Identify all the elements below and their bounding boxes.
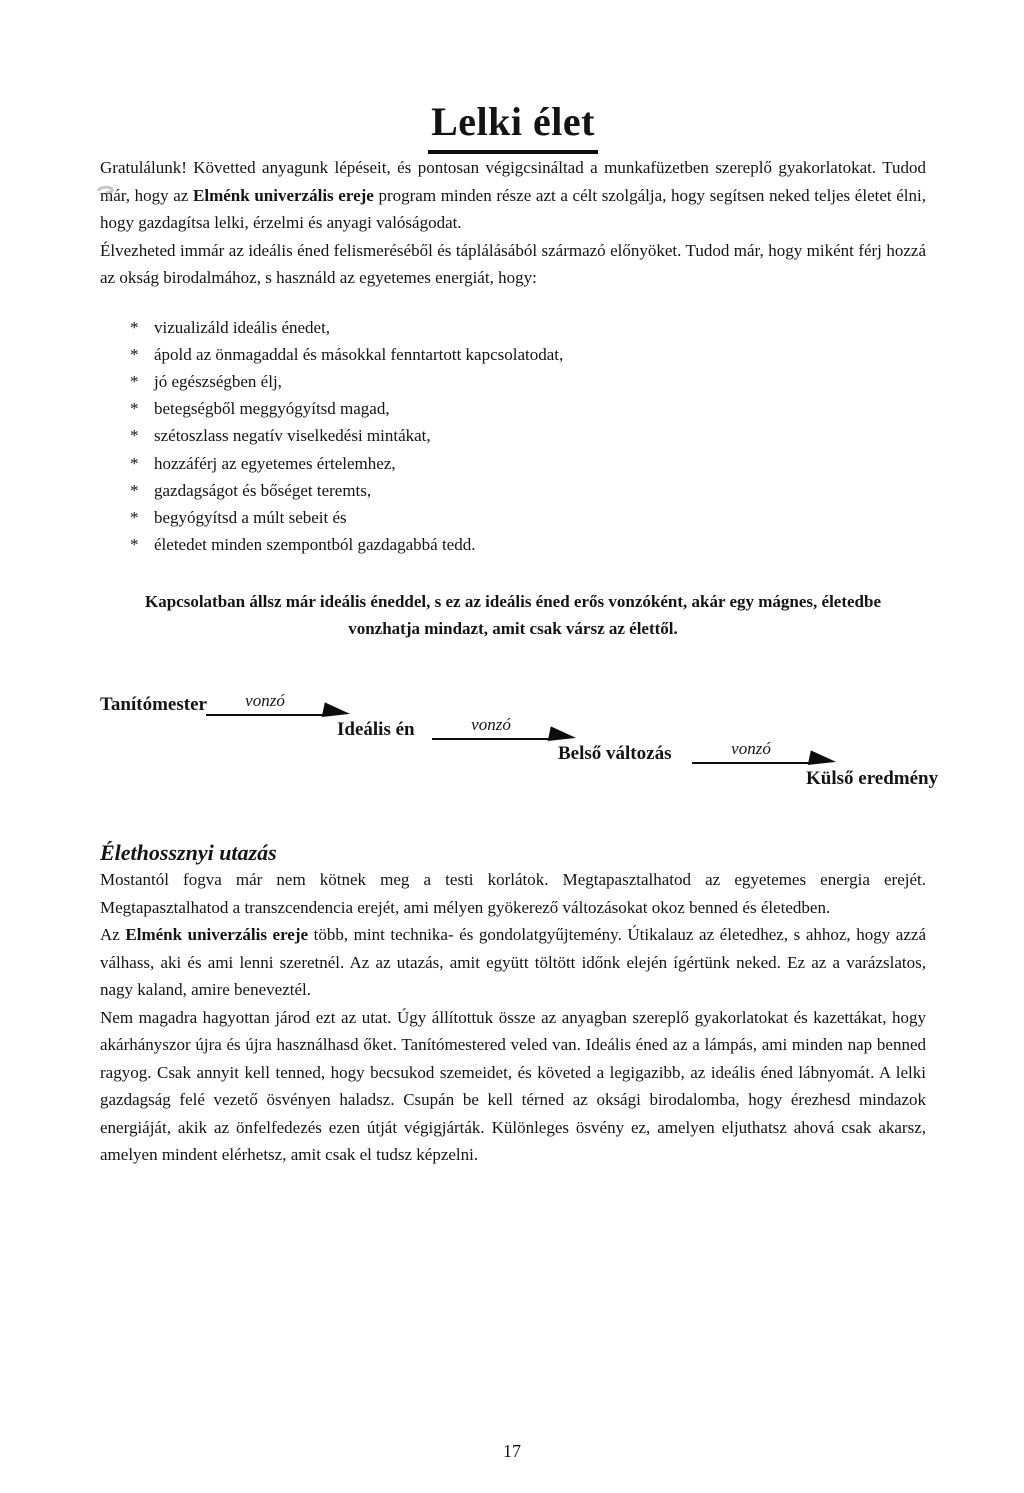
vonzo-arrow [206,692,324,726]
list-item-label: vizualizáld ideális énedet, [154,317,331,337]
diagram-node-idealis-en: Ideális én [337,719,415,741]
list-item [130,531,926,558]
list-item-label: begyógyítsd a múlt sebeit és [154,507,347,527]
paragraph-text: program minden része azt a célt szolgálja, hogy segítsen neked teljes életet élni, hogy gazdagítsa lelki, érzelmi és anyagi valóságodat. [100,185,926,232]
diagram-node-tanitomester: Tanítómester [100,694,207,716]
bullet-marker: * [130,453,139,473]
paragraph-text: Az [100,925,126,945]
program-name-bold: Elménk univerzális ereje [193,185,374,205]
vonzo-arrow [692,740,810,774]
intro-paragraph-1 [100,154,926,237]
list-item [130,314,926,341]
list-item-label: életedet minden szempontból gazdagabbá tedd. [154,535,476,555]
section-paragraph-3: Nem magadra hagyottan járod ezt az utat. Úgy állítottuk össze az anyagban szereplő gyakorlatokat és kazettákat, hogy akárhányszor újra és újra használhasd őket. Tanítómestered veled van. Ideális éned az a lámpás, ami minden nap benned ragyog. Csak annyit kell tenned, hogy becsukod szemeidet, és követed a legigazibb, az ideális éned lábnyomát. A lelki gazdagság felé vezető ösvényen haladsz. Csupán be kell térned az oksági birodalomba, hogy érezhesd mindazok energiáját, akik az önfelfedezés ezen útját végigjárták. Különleges ösvény ez, amelyen eljuthatsz ahová csak akarsz, amelyen mindent elérhetsz, amit csak el tudsz képzelni. [100,1007,926,1165]
page-title: Lelki élet [428,100,598,154]
paragraph-text: Gratulálunk! Követted anyagunk lépéseit, és pontosan végigcsináltad a munkafüzetben szereplő gyakorlatokat. Tudod már, hogy az [100,158,926,205]
list-item-label: hozzáférj az egyetemes értelemhez, [154,453,396,473]
bullet-marker: * [130,426,139,446]
arrow-label: vonzó [432,716,550,740]
benefits-list [130,314,926,559]
list-item [130,341,926,368]
arrow-label: vonzó [692,740,810,764]
bullet-marker: * [130,317,139,337]
bullet-marker: * [130,399,139,419]
section-paragraph-1: Mostantól fogva már nem kötnek meg a testi korlátok. Megtapasztalhatod az egyetemes energia erejét. Megtapasztalhatod a transzcendencia erejét, ami mélyen gyökerező változásokat okoz benned és életedben. [100,870,926,917]
list-item-label: jó egészségben élj, [154,371,282,391]
list-item [130,477,926,504]
arrow-label: vonzó [206,692,324,716]
intro-paragraph-2: Élvezheted immár az ideális éned felismeréséből és táplálásából származó előnyöket. Tudod már, hogy miként férj hozzá az okság birodalmához, s használd az egyetemes energiát, hogy: [100,240,926,287]
page-number: 17 [503,1441,521,1461]
program-name-bold: Elménk univerzális ereje [125,925,309,945]
bullet-marker: * [130,507,139,527]
page-content [100,0,939,1169]
bullet-marker: * [130,344,139,364]
paragraph-text: több, mint technika- és gondolatgyűjtemény. Útikalauz az életedhez, s ahhoz, hogy azzá válhass, aki és ami lenni szeretnél. Az az utazás, amit együtt töltött időnk elején ígértünk neked. Ez az a varázslatos, nagy kaland, amire beneveztél. [100,925,926,1000]
list-item [130,450,926,477]
list-item [130,368,926,395]
list-item-label: ápold az önmagaddal és másokkal fenntartott kapcsolatodat, [154,344,564,364]
diagram-node-kulso-eredmeny: Külső eredmény [806,768,939,790]
list-item-label: betegségből meggyógyítsd magad, [154,399,390,419]
scan-smudge-icon [94,183,120,212]
diagram-node-belso-valtozas: Belső változás [558,743,672,765]
attraction-flow-diagram [100,691,939,800]
section-heading: Élethossznyi utazás [100,840,277,866]
list-item-label: szétoszlass negatív viselkedési mintákat, [154,426,431,446]
bullet-marker: * [130,371,139,391]
bullet-marker: * [130,535,139,555]
section-paragraph-2 [100,921,926,1004]
callout-statement: Kapcsolatban állsz már ideális éneddel, s ez az ideális éned erős vonzóként, akár egy mágnes, életedbe vonzhatja mindazt, amit csak vársz az élettől. [145,592,881,639]
title-block [100,100,926,154]
list-item [130,422,926,449]
list-item-label: gazdagságot és bőséget teremts, [154,480,372,500]
bullet-marker: * [130,480,139,500]
list-item [130,395,926,422]
list-item [130,504,926,531]
vonzo-arrow [432,716,550,750]
